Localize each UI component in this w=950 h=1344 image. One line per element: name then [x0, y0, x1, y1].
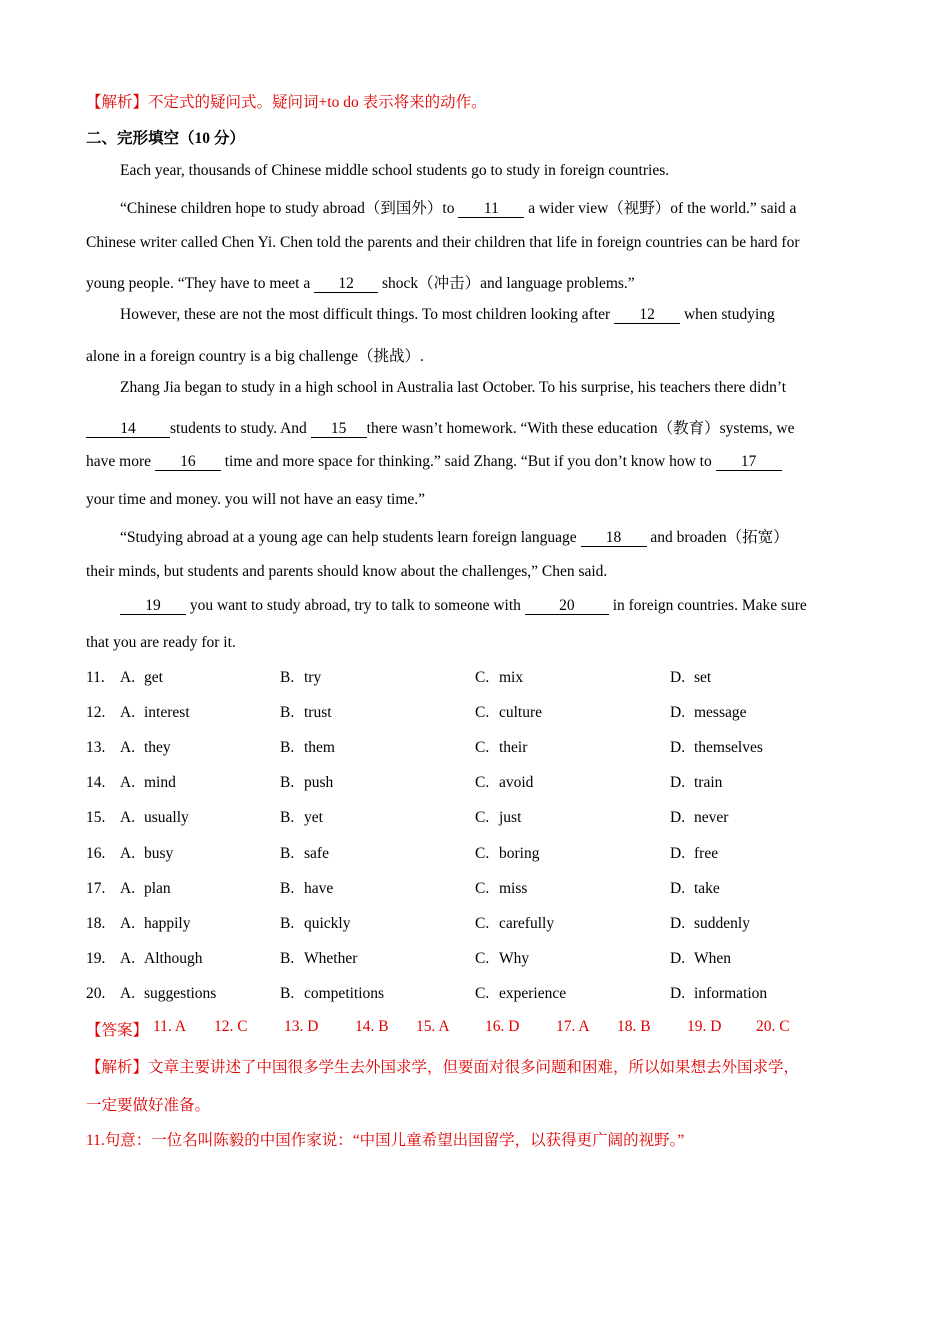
answer-item: 14. B [355, 1018, 389, 1035]
option-text: yet [304, 809, 323, 826]
question-number: 17. [86, 880, 106, 897]
option-d [670, 809, 728, 827]
answer-item: 12. C [214, 1018, 248, 1035]
option-letter: C. [475, 669, 490, 686]
question-number: 11. [86, 669, 105, 686]
passage-p4-line4: your time and money. you will not have an easy time.” [86, 491, 426, 508]
option-letter: C. [475, 950, 490, 967]
option-b [280, 845, 329, 863]
option-text: have [304, 880, 334, 897]
question-number: 15. [86, 809, 106, 826]
option-letter: A. [120, 704, 136, 721]
question-number: 13. [86, 739, 106, 756]
option-text: boring [499, 845, 540, 862]
option-text: Whether [304, 950, 358, 967]
option-a [120, 880, 171, 898]
option-letter: C. [475, 845, 490, 862]
option-text: never [694, 809, 729, 826]
text-run: and broaden（拓宽） [646, 529, 789, 546]
option-letter: A. [120, 985, 136, 1002]
question-number: 16. [86, 845, 106, 862]
answer-item: 19. D [687, 1018, 722, 1035]
option-letter: D. [670, 985, 686, 1002]
option-b [280, 809, 323, 827]
option-d [670, 774, 722, 792]
text-run: when studying [680, 306, 775, 323]
blank-17: 17 [716, 454, 782, 471]
option-letter: D. [670, 669, 686, 686]
analysis-bottom-line3: 11.句意：一位名叫陈毅的中国作家说：“中国儿童希望出国留学，以获得更广阔的视野。” [86, 1132, 685, 1149]
option-text: take [694, 880, 720, 897]
option-b [280, 950, 357, 968]
passage-p3-line2: alone in a foreign country is a big challenge（挑战）. [86, 348, 424, 365]
option-d [670, 880, 720, 898]
option-a [120, 915, 191, 933]
blank-18: 18 [581, 530, 647, 547]
option-text: culture [499, 704, 543, 721]
option-text: trust [304, 704, 332, 721]
option-text: miss [499, 880, 528, 897]
option-letter: D. [670, 704, 686, 721]
option-d [670, 845, 718, 863]
option-d [670, 704, 747, 722]
passage-p2-line1 [120, 196, 796, 218]
option-c [475, 669, 523, 687]
passage-p1: Each year, thousands of Chinese middle school students go to study in foreign countries. [120, 162, 670, 179]
analysis-tag: 【解析】 [86, 94, 149, 111]
option-text: avoid [499, 774, 534, 791]
option-text: busy [144, 845, 174, 862]
answer-item: 13. D [284, 1018, 319, 1035]
option-c [475, 915, 554, 933]
option-letter: B. [280, 774, 295, 791]
option-a [120, 809, 189, 827]
option-c [475, 950, 529, 968]
passage-p6-line1 [120, 597, 807, 615]
passage-p5-line2: their minds, but students and parents should know about the challenges,” Chen said. [86, 563, 608, 580]
option-letter: C. [475, 704, 490, 721]
option-a [120, 739, 171, 757]
option-c [475, 845, 539, 863]
blank-14: 14 [86, 421, 170, 438]
text-run: “Chinese children hope to study abroad（到国外）to [120, 200, 459, 217]
option-letter: B. [280, 809, 295, 826]
analysis-bottom-line1 [86, 1055, 799, 1077]
option-text: train [694, 774, 723, 791]
option-letter: B. [280, 704, 295, 721]
option-letter: D. [670, 950, 686, 967]
option-letter: A. [120, 950, 136, 967]
option-letter: D. [670, 845, 686, 862]
option-d [670, 985, 767, 1003]
analysis-tag: 【解析】 [86, 1059, 149, 1076]
answer-item: 16. D [485, 1018, 520, 1035]
option-c [475, 985, 566, 1003]
option-text: just [499, 809, 522, 826]
option-c [475, 809, 521, 827]
option-text: they [144, 739, 171, 756]
option-c [475, 739, 527, 757]
option-letter: A. [120, 845, 136, 862]
option-text: them [304, 739, 335, 756]
option-letter: A. [120, 669, 136, 686]
analysis-text: 文章主要讲述了中国很多学生去外国求学，但要面对很多问题和困难，所以如果想去外国求学， [148, 1059, 800, 1076]
answer-item: 15. A [416, 1018, 450, 1035]
option-letter: C. [475, 809, 490, 826]
option-text: interest [144, 704, 190, 721]
option-text: themselves [694, 739, 763, 756]
option-letter: D. [670, 809, 686, 826]
option-letter: B. [280, 845, 295, 862]
section-title: 二、完形填空（10 分） [86, 130, 245, 147]
blank-11: 11 [458, 201, 524, 218]
option-b [280, 669, 321, 687]
blank-12: 12 [314, 276, 378, 293]
option-text: competitions [304, 985, 385, 1002]
option-text: Why [499, 950, 530, 967]
blank-15: 15 [311, 421, 367, 438]
option-letter: A. [120, 915, 136, 932]
option-a [120, 845, 173, 863]
option-letter: C. [475, 880, 490, 897]
option-text: message [694, 704, 747, 721]
option-text: suddenly [694, 915, 750, 932]
option-text: mind [144, 774, 176, 791]
answer-item: 17. A [556, 1018, 590, 1035]
text-run: shock（冲击）and language problems.” [378, 275, 635, 292]
option-text: get [144, 669, 163, 686]
option-text: set [694, 669, 712, 686]
option-a [120, 985, 216, 1003]
answer-item: 11. A [153, 1018, 187, 1035]
option-letter: D. [670, 774, 686, 791]
option-text: free [694, 845, 719, 862]
option-b [280, 985, 384, 1003]
option-c [475, 704, 542, 722]
analysis-bottom-line2: 一定要做好准备。 [86, 1097, 211, 1114]
option-b [280, 915, 351, 933]
blank-20: 20 [525, 598, 609, 615]
option-a [120, 704, 190, 722]
option-letter: A. [120, 809, 136, 826]
option-letter: B. [280, 950, 295, 967]
option-text: When [694, 950, 732, 967]
text-run: there wasn’t homework. “With these education（教育）systems, we [366, 420, 795, 437]
option-text: plan [144, 880, 171, 897]
option-text: their [499, 739, 528, 756]
answer-item: 18. B [617, 1018, 651, 1035]
option-text: push [304, 774, 334, 791]
text-run: in foreign countries. Make sure [608, 597, 807, 614]
question-number: 19. [86, 950, 106, 967]
option-letter: C. [475, 915, 490, 932]
answer-tag: 【答案】 [86, 1022, 149, 1039]
passage-p2-line2: Chinese writer called Chen Yi. Chen told the parents and their children that life in foreign countries can be hard for [86, 234, 800, 251]
option-letter: C. [475, 739, 490, 756]
option-letter: B. [280, 880, 295, 897]
passage-p5-line1 [120, 525, 789, 547]
option-letter: B. [280, 669, 295, 686]
passage-p4-line2 [86, 416, 795, 438]
option-b [280, 739, 335, 757]
text-run: However, these are not the most difficult things. To most children looking after [120, 306, 615, 323]
option-a [120, 774, 176, 792]
option-b [280, 880, 333, 898]
option-c [475, 880, 527, 898]
option-letter: D. [670, 739, 686, 756]
option-text: happily [144, 915, 191, 932]
text-run: a wider view（视野）of the world.” said a [524, 200, 797, 217]
option-text: information [694, 985, 768, 1002]
option-d [670, 739, 763, 757]
text-run: time and more space for thinking.” said Zhang. “But if you don’t know how to [220, 453, 716, 470]
text-run: young people. “They have to meet a [86, 275, 315, 292]
option-letter: A. [120, 739, 136, 756]
blank-12-second: 12 [614, 307, 680, 324]
option-letter: B. [280, 915, 295, 932]
option-letter: B. [280, 985, 295, 1002]
option-text: suggestions [144, 985, 217, 1002]
passage-p4-line3 [86, 453, 782, 471]
option-text: Although [144, 950, 203, 967]
option-letter: A. [120, 774, 136, 791]
option-letter: B. [280, 739, 295, 756]
analysis-text: 不定式的疑问式。疑问词+to do 表示将来的动作。 [148, 94, 487, 111]
option-text: usually [144, 809, 189, 826]
option-letter: D. [670, 880, 686, 897]
option-letter: A. [120, 880, 136, 897]
passage-p3-line1 [120, 306, 775, 324]
option-text: safe [304, 845, 329, 862]
blank-19: 19 [120, 598, 186, 615]
answer-item: 20. C [756, 1018, 790, 1035]
option-letter: D. [670, 915, 686, 932]
option-letter: C. [475, 774, 490, 791]
option-b [280, 774, 333, 792]
option-text: mix [499, 669, 524, 686]
text-run: you want to study abroad, try to talk to someone with [186, 597, 525, 614]
option-d [670, 950, 731, 968]
option-text: carefully [499, 915, 555, 932]
option-d [670, 915, 750, 933]
analysis-top [86, 90, 487, 112]
question-number: 12. [86, 704, 106, 721]
option-letter: C. [475, 985, 490, 1002]
option-c [475, 774, 533, 792]
option-text: try [304, 669, 322, 686]
option-a [120, 950, 203, 968]
question-number: 20. [86, 985, 106, 1002]
text-run: have more [86, 453, 155, 470]
text-run: students to study. And [170, 420, 311, 437]
option-text: quickly [304, 915, 351, 932]
option-d [670, 669, 711, 687]
passage-p2-line3 [86, 271, 635, 293]
passage-p6-line2: that you are ready for it. [86, 634, 236, 651]
question-number: 14. [86, 774, 106, 791]
passage-p4-line1: Zhang Jia began to study in a high school in Australia last October. To his surprise, his teachers there didn’t [120, 379, 787, 396]
option-b [280, 704, 332, 722]
blank-16: 16 [155, 454, 221, 471]
text-run: “Studying abroad at a young age can help students learn foreign language [120, 529, 581, 546]
option-a [120, 669, 163, 687]
option-text: experience [499, 985, 567, 1002]
question-number: 18. [86, 915, 106, 932]
